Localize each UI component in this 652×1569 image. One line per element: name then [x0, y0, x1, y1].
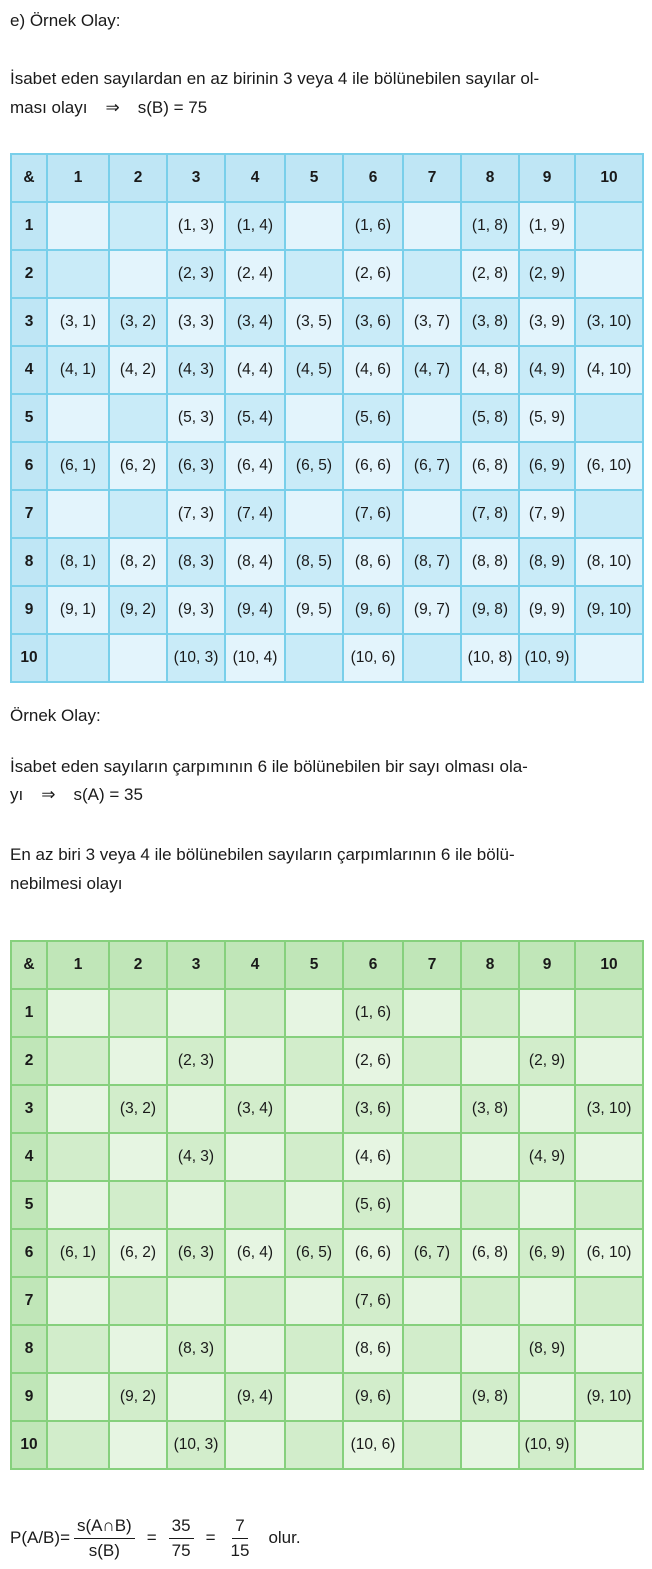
table-cell: (8, 2) [109, 538, 167, 586]
table-cell: (3, 7) [403, 298, 461, 346]
table-row [11, 1277, 643, 1325]
table-cell [109, 250, 167, 298]
table-cell [403, 1325, 461, 1373]
table-cell: (6, 3) [167, 1229, 225, 1277]
table-cell: (1, 3) [167, 202, 225, 250]
table-header-row [11, 941, 643, 989]
table-cell [285, 1133, 343, 1181]
table-cell [109, 202, 167, 250]
row-header: 8 [11, 1325, 47, 1373]
fraction-denominator: 75 [171, 1540, 191, 1560]
table-cell: (3, 6) [343, 298, 403, 346]
event-a-result: s(A) = 35 [73, 785, 143, 804]
table-cell [285, 1373, 343, 1421]
table-cell: (8, 6) [343, 538, 403, 586]
table-cell: (4, 1) [47, 346, 109, 394]
column-header: 2 [109, 154, 167, 202]
table-cell [403, 989, 461, 1037]
table-cell: (8, 1) [47, 538, 109, 586]
event-ab-table [10, 940, 644, 1470]
column-header: 10 [575, 154, 643, 202]
table-cell: (2, 9) [519, 250, 575, 298]
row-header: 1 [11, 202, 47, 250]
table-cell [109, 1037, 167, 1085]
column-header: 6 [343, 941, 403, 989]
table-cell [47, 202, 109, 250]
row-header: 8 [11, 538, 47, 586]
table-header-row [11, 154, 643, 202]
table-cell [403, 394, 461, 442]
table-cell [285, 1421, 343, 1469]
table-cell [403, 1181, 461, 1229]
example-title: Örnek Olay: [10, 706, 101, 725]
table-cell: (6, 1) [47, 442, 109, 490]
table-cell [285, 1325, 343, 1373]
table-cell [225, 1421, 285, 1469]
table-cell [225, 1325, 285, 1373]
table-cell: (2, 6) [343, 1037, 403, 1085]
row-header: 4 [11, 1133, 47, 1181]
table-cell [47, 634, 109, 682]
table-row [11, 1181, 643, 1229]
table-cell [575, 1133, 643, 1181]
table-cell: (6, 2) [109, 1229, 167, 1277]
table-cell [461, 1325, 519, 1373]
row-header: 6 [11, 1229, 47, 1277]
table-cell: (6, 5) [285, 1229, 343, 1277]
table-cell [575, 490, 643, 538]
table-cell [47, 394, 109, 442]
table-cell [285, 394, 343, 442]
table-cell [47, 1181, 109, 1229]
table-cell: (9, 6) [343, 1373, 403, 1421]
column-header: 1 [47, 941, 109, 989]
table-cell [461, 1421, 519, 1469]
table-cell: (8, 6) [343, 1325, 403, 1373]
table-cell: (8, 9) [519, 538, 575, 586]
row-header: 5 [11, 1181, 47, 1229]
table-cell [167, 1373, 225, 1421]
implies-arrow-icon: ⇒ [41, 785, 56, 804]
table-cell: (3, 8) [461, 1085, 519, 1133]
table-cell: (4, 7) [403, 346, 461, 394]
table-cell: (5, 8) [461, 394, 519, 442]
event-a-line2 [10, 782, 644, 808]
table-cell: (4, 6) [343, 1133, 403, 1181]
event-b-table [10, 153, 644, 683]
table-cell [575, 394, 643, 442]
table-cell: (6, 5) [285, 442, 343, 490]
table-cell [109, 989, 167, 1037]
table-cell: (7, 4) [225, 490, 285, 538]
table-cell: (5, 4) [225, 394, 285, 442]
table-cell: (3, 9) [519, 298, 575, 346]
table-cell: (8, 9) [519, 1325, 575, 1373]
row-header: 2 [11, 1037, 47, 1085]
table-cell: (3, 4) [225, 298, 285, 346]
table-cell [403, 1421, 461, 1469]
table-cell [403, 1277, 461, 1325]
table-cell [575, 250, 643, 298]
table-row [11, 1421, 643, 1469]
table-cell: (3, 8) [461, 298, 519, 346]
table-cell [47, 1325, 109, 1373]
event-b-result: s(B) = 75 [137, 98, 208, 117]
table-cell: (5, 6) [343, 1181, 403, 1229]
table-cell: (2, 9) [519, 1037, 575, 1085]
table-cell [109, 490, 167, 538]
column-header: 5 [285, 941, 343, 989]
table-cell [285, 1181, 343, 1229]
table-cell: (9, 8) [461, 1373, 519, 1421]
table-cell: (6, 7) [403, 1229, 461, 1277]
table-cell [167, 1085, 225, 1133]
event-ab-line1: En az biri 3 veya 4 ile bölünebilen sayıların çarpımlarının 6 ile bölü- [10, 845, 515, 864]
table-cell [47, 1421, 109, 1469]
table-cell: (9, 8) [461, 586, 519, 634]
table-cell [575, 1277, 643, 1325]
table-cell: (2, 4) [225, 250, 285, 298]
table-cell: (8, 10) [575, 538, 643, 586]
table-cell [461, 1037, 519, 1085]
table-cell: (6, 4) [225, 442, 285, 490]
table-cell: (3, 2) [109, 298, 167, 346]
row-header: 10 [11, 1421, 47, 1469]
table-cell: (8, 3) [167, 538, 225, 586]
table-row [11, 1373, 643, 1421]
table-row [11, 346, 643, 394]
conditional-probability-formula [10, 1510, 301, 1566]
formula-lhs: P(A/B) [10, 1528, 61, 1547]
table-cell [225, 1277, 285, 1325]
table-row [11, 298, 643, 346]
table-cell: (6, 4) [225, 1229, 285, 1277]
table-cell: (6, 6) [343, 442, 403, 490]
table-cell: (6, 7) [403, 442, 461, 490]
implies-arrow-icon: ⇒ [105, 98, 120, 117]
table-cell: (6, 6) [343, 1229, 403, 1277]
row-header: 5 [11, 394, 47, 442]
formula-equals: = [146, 1528, 157, 1547]
table-cell [403, 250, 461, 298]
table-cell [47, 1085, 109, 1133]
table-cell: (9, 3) [167, 586, 225, 634]
table-cell [47, 1373, 109, 1421]
table-cell: (1, 6) [343, 989, 403, 1037]
row-header: 3 [11, 298, 47, 346]
table-cell [403, 1037, 461, 1085]
row-header: 9 [11, 1373, 47, 1421]
table-cell [285, 634, 343, 682]
table-cell: (6, 3) [167, 442, 225, 490]
table-cell [285, 202, 343, 250]
table-corner-cell: & [11, 154, 47, 202]
table-cell: (9, 10) [575, 1373, 643, 1421]
column-header: 4 [225, 154, 285, 202]
table-cell: (8, 7) [403, 538, 461, 586]
table-row [11, 538, 643, 586]
event-b-line2-text: ması olayı [10, 98, 88, 117]
row-header: 3 [11, 1085, 47, 1133]
event-a-line1: İsabet eden sayıların çarpımının 6 ile bölünebilen bir sayı olması ola- [10, 757, 528, 776]
column-header: 8 [461, 154, 519, 202]
table-cell: (2, 3) [167, 1037, 225, 1085]
column-header: 5 [285, 154, 343, 202]
table-cell [109, 1325, 167, 1373]
table-cell: (6, 9) [519, 442, 575, 490]
row-header: 4 [11, 346, 47, 394]
table-cell: (10, 9) [519, 1421, 575, 1469]
table-cell: (9, 5) [285, 586, 343, 634]
table-cell: (9, 9) [519, 586, 575, 634]
table-row [11, 634, 643, 682]
column-header: 6 [343, 154, 403, 202]
table-cell [47, 1037, 109, 1085]
column-header: 1 [47, 154, 109, 202]
formula-equals: = [60, 1528, 70, 1547]
row-header: 2 [11, 250, 47, 298]
column-header: 7 [403, 154, 461, 202]
table-cell [109, 1133, 167, 1181]
table-cell [109, 1421, 167, 1469]
table-cell [109, 1181, 167, 1229]
table-cell [285, 1277, 343, 1325]
table-cell: (9, 4) [225, 1373, 285, 1421]
fraction-denominator: s(B) [88, 1540, 120, 1560]
row-header: 7 [11, 1277, 47, 1325]
formula-suffix: olur. [268, 1528, 301, 1547]
table-cell [109, 634, 167, 682]
table-cell: (10, 9) [519, 634, 575, 682]
event-a-line2-text: yı [10, 785, 24, 804]
table-cell: (9, 7) [403, 586, 461, 634]
table-cell: (6, 10) [575, 442, 643, 490]
table-corner-cell: & [11, 941, 47, 989]
table-cell: (5, 3) [167, 394, 225, 442]
table-cell: (9, 4) [225, 586, 285, 634]
table-cell: (8, 4) [225, 538, 285, 586]
table-row [11, 1085, 643, 1133]
table-cell: (4, 5) [285, 346, 343, 394]
table-cell [225, 1133, 285, 1181]
table-cell [575, 634, 643, 682]
table-cell: (6, 9) [519, 1229, 575, 1277]
table-cell: (5, 6) [343, 394, 403, 442]
table-cell [519, 1373, 575, 1421]
table-cell: (4, 2) [109, 346, 167, 394]
table-cell [575, 1325, 643, 1373]
table-cell [403, 1133, 461, 1181]
table-cell [575, 1421, 643, 1469]
table-row [11, 1325, 643, 1373]
table-cell: (4, 9) [519, 346, 575, 394]
table-cell: (6, 8) [461, 442, 519, 490]
table-cell [109, 394, 167, 442]
table-cell [403, 1085, 461, 1133]
table-cell: (10, 3) [167, 634, 225, 682]
table-cell [461, 1133, 519, 1181]
table-cell [575, 202, 643, 250]
table-cell [519, 1085, 575, 1133]
table-row [11, 989, 643, 1037]
table-row [11, 394, 643, 442]
table-cell: (3, 2) [109, 1085, 167, 1133]
fraction-numerator: s(A∩B) [74, 1516, 135, 1539]
table-cell [109, 1277, 167, 1325]
fraction-simplified [228, 1516, 253, 1561]
table-cell [225, 1037, 285, 1085]
fraction-numerator: 7 [232, 1516, 247, 1539]
table-cell: (8, 3) [167, 1325, 225, 1373]
table-cell: (3, 3) [167, 298, 225, 346]
row-header: 7 [11, 490, 47, 538]
column-header: 3 [167, 154, 225, 202]
table-cell [461, 989, 519, 1037]
table-cell: (4, 10) [575, 346, 643, 394]
formula-equals: = [205, 1528, 216, 1547]
table-cell: (1, 9) [519, 202, 575, 250]
table-row [11, 586, 643, 634]
table-cell [47, 490, 109, 538]
table-cell [575, 989, 643, 1037]
event-b-line1: İsabet eden sayılardan en az birinin 3 veya 4 ile bölünebilen sayılar ol- [10, 69, 540, 88]
table-cell: (3, 10) [575, 298, 643, 346]
table-cell [167, 1277, 225, 1325]
table-cell [403, 202, 461, 250]
table-cell: (4, 6) [343, 346, 403, 394]
table-cell: (3, 6) [343, 1085, 403, 1133]
table-cell: (3, 10) [575, 1085, 643, 1133]
table-cell: (9, 10) [575, 586, 643, 634]
table-row [11, 1229, 643, 1277]
table-cell [285, 250, 343, 298]
table-cell: (6, 10) [575, 1229, 643, 1277]
table-cell: (8, 5) [285, 538, 343, 586]
table-cell [285, 1037, 343, 1085]
table-cell: (2, 8) [461, 250, 519, 298]
column-header: 7 [403, 941, 461, 989]
table-cell [403, 634, 461, 682]
table-cell: (10, 4) [225, 634, 285, 682]
table-cell: (9, 2) [109, 586, 167, 634]
table-cell [225, 1181, 285, 1229]
table-cell [285, 490, 343, 538]
table-cell [47, 1277, 109, 1325]
table-cell: (3, 5) [285, 298, 343, 346]
table-cell: (7, 6) [343, 1277, 403, 1325]
column-header: 3 [167, 941, 225, 989]
table-cell [519, 1181, 575, 1229]
table-cell: (2, 3) [167, 250, 225, 298]
table-row [11, 250, 643, 298]
table-cell: (9, 1) [47, 586, 109, 634]
fraction-numerator: 35 [169, 1516, 194, 1539]
table-row [11, 1037, 643, 1085]
row-header: 10 [11, 634, 47, 682]
table-cell: (4, 3) [167, 346, 225, 394]
column-header: 2 [109, 941, 167, 989]
column-header: 4 [225, 941, 285, 989]
table-cell: (3, 1) [47, 298, 109, 346]
table-cell: (6, 8) [461, 1229, 519, 1277]
table-cell: (4, 3) [167, 1133, 225, 1181]
column-header: 9 [519, 154, 575, 202]
table-cell [47, 250, 109, 298]
table-cell: (6, 2) [109, 442, 167, 490]
table-cell [519, 1277, 575, 1325]
table-cell [575, 1037, 643, 1085]
table-cell: (4, 4) [225, 346, 285, 394]
table-cell: (1, 6) [343, 202, 403, 250]
table-cell: (8, 8) [461, 538, 519, 586]
table-cell [285, 1085, 343, 1133]
fraction-set-counts [74, 1516, 135, 1561]
row-header: 1 [11, 989, 47, 1037]
table-cell [519, 989, 575, 1037]
column-header: 10 [575, 941, 643, 989]
table-cell: (5, 9) [519, 394, 575, 442]
table-row [11, 202, 643, 250]
table-cell: (7, 3) [167, 490, 225, 538]
event-b-line2 [10, 95, 644, 121]
fraction-denominator: 15 [230, 1540, 250, 1560]
table-cell [575, 1181, 643, 1229]
table-row [11, 490, 643, 538]
table-cell [47, 989, 109, 1037]
table-cell: (2, 6) [343, 250, 403, 298]
table-cell [461, 1277, 519, 1325]
table-cell: (7, 9) [519, 490, 575, 538]
column-header: 8 [461, 941, 519, 989]
table-cell [285, 989, 343, 1037]
table-cell [167, 989, 225, 1037]
table-cell: (1, 4) [225, 202, 285, 250]
table-cell [47, 1133, 109, 1181]
section-title: e) Örnek Olay: [10, 11, 121, 30]
table-cell [403, 1373, 461, 1421]
fraction-values [169, 1516, 194, 1561]
column-header: 9 [519, 941, 575, 989]
table-cell [461, 1181, 519, 1229]
event-ab-line2: nebilmesi olayı [10, 874, 123, 893]
table-cell: (10, 6) [343, 1421, 403, 1469]
table-cell: (4, 9) [519, 1133, 575, 1181]
table-cell: (10, 8) [461, 634, 519, 682]
table-cell: (4, 8) [461, 346, 519, 394]
row-header: 9 [11, 586, 47, 634]
table-row [11, 1133, 643, 1181]
table-cell: (6, 1) [47, 1229, 109, 1277]
table-cell: (7, 6) [343, 490, 403, 538]
table-cell: (10, 6) [343, 634, 403, 682]
row-header: 6 [11, 442, 47, 490]
table-cell: (3, 4) [225, 1085, 285, 1133]
table-cell: (10, 3) [167, 1421, 225, 1469]
table-cell [167, 1181, 225, 1229]
table-cell: (1, 8) [461, 202, 519, 250]
table-cell: (9, 6) [343, 586, 403, 634]
table-cell [403, 490, 461, 538]
table-cell [225, 989, 285, 1037]
table-cell: (9, 2) [109, 1373, 167, 1421]
table-cell: (7, 8) [461, 490, 519, 538]
table-row [11, 442, 643, 490]
